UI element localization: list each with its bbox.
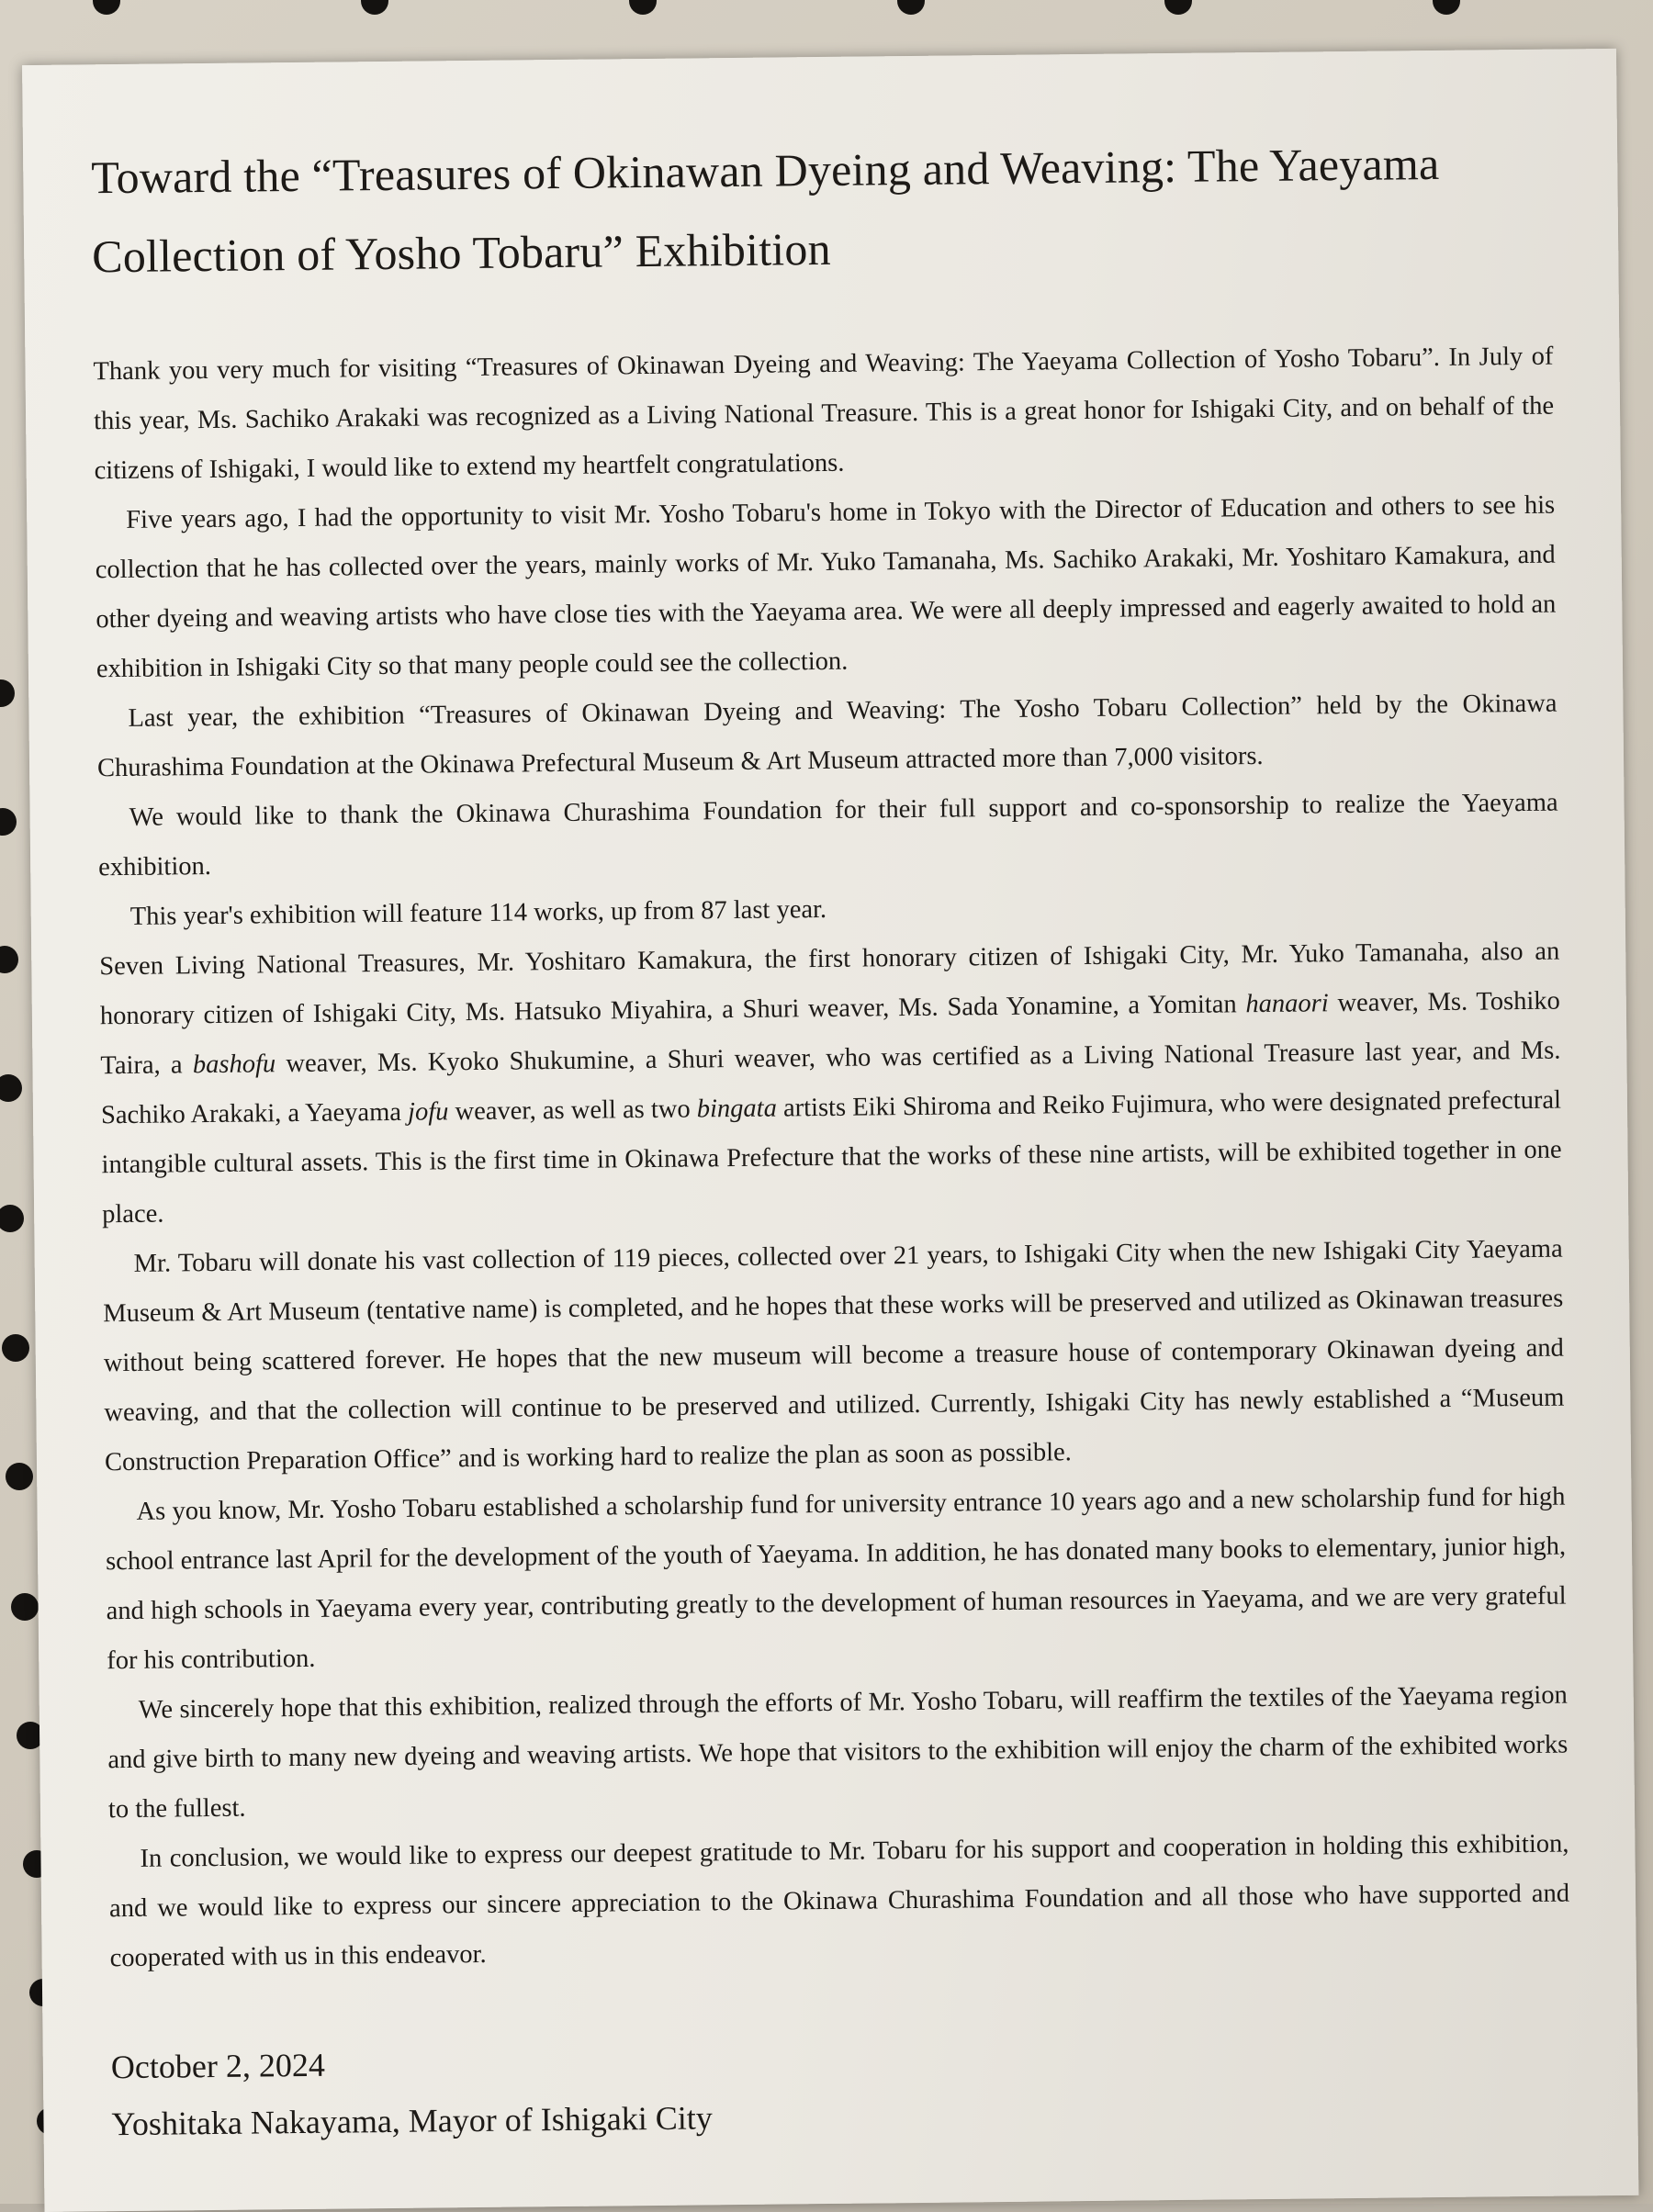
term-hanaori: hanaori (1245, 989, 1329, 1019)
peg-hole (93, 0, 120, 15)
title-line-2: Collection of Yosho Tobaru” Exhibition (91, 222, 832, 283)
paragraph-8: As you know, Mr. Yosho Tobaru established a scholarship fund for university entrance 10 years ago and a new scholarship fund for high school entrance last April for the development of the youth of Yaeyama. In addition, he has donated many books to elementary, junior high, and high schools in Yaeyama every year, contributing greatly to the development of human resources in Yaeyama, and we are very grateful for his contribution. (105, 1482, 1567, 1676)
sign-off (111, 2024, 1572, 2153)
peg-hole (897, 0, 925, 15)
peg-hole (361, 0, 388, 15)
peg-hole (0, 679, 15, 707)
paragraph-6-part-b: weaver, Ms. Toshiko Taira, a (100, 986, 1560, 1081)
title-line-1: Toward the “Treasures of Okinawan Dyeing and Weaving: The Yaeyama (91, 137, 1440, 204)
peg-hole (1164, 0, 1192, 15)
paragraph-1: Thank you very much for visiting “Treasures of Okinawan Dyeing and Weaving: The Yaeyama Collection of Yosho Tobaru”. In July of this year, Ms. Sachiko Arakaki was recognized as a Living National Treasure. This is a great honor for Ishigaki City, and on behalf of the citizens of Ishigaki, I would like to extend my heartfelt congratulations. (93, 342, 1555, 486)
peg-hole (629, 0, 657, 15)
peg-hole (1433, 0, 1460, 15)
paragraph-10: In conclusion, we would like to express our deepest gratitude to Mr. Tobaru for his support and cooperation in holding this exhibition, and we would like to express our sincere appreciation to the Okinawa Churashima Foundation and all those who have supported and cooperated with us in this endeavor. (108, 1829, 1570, 1973)
paragraph-6-part-a: Seven Living National Treasures, Mr. Yoshitaro Kamakura, the first honorary citizen of Ishigaki City, Mr. Yuko Tamanaha, also an honorary citizen of Ishigaki City, Ms. Hatsuko Miyahira, a Shuri weaver, Ms. Sada Yonamine, a Yomitan (99, 937, 1560, 1031)
exhibition-sign (22, 49, 1638, 2212)
peg-hole (0, 808, 17, 836)
paragraph-2: Five years ago, I had the opportunity to visit Mr. Yosho Tobaru's home in Tokyo with the Director of Education and others to see his collection that he has collected over the years, mainly works of Mr. Yuko Tamanaha, Ms. Sachiko Arakaki, Mr. Yoshitaro Kamakura, and other dyeing and weaving artists who have close ties with the Yaeyama area. We were all deeply impressed and eagerly awaited to hold an exhibition in Ishigaki City so that many people could see the collection. (95, 490, 1557, 684)
term-bingata: bingata (696, 1094, 778, 1124)
paragraph-6 (99, 927, 1562, 1241)
page-title (91, 123, 1553, 297)
signoff-signatory: Yoshitaka Nakayama, Mayor of Ishigaki City (111, 2099, 713, 2143)
peg-hole (0, 1074, 22, 1102)
message-body (93, 332, 1570, 1984)
signoff-date: October 2, 2024 (110, 2046, 326, 2086)
paragraph-9: We sincerely hope that this exhibition, realized through the efforts of Mr. Yosho Tobaru, will reaffirm the textiles of the Yaeyama region and give birth to many new dyeing and weaving artists. We hope that visitors to the exhibition will enjoy the charm of the exhibited works to the fullest. (107, 1680, 1569, 1825)
term-jofu: jofu (407, 1097, 449, 1127)
paragraph-4: We would like to thank the Okinawa Churashima Foundation for their full support and co-sponsorship to realize the Yaeyama exhibition. (98, 788, 1558, 882)
peg-hole (0, 946, 18, 973)
paragraph-7: Mr. Tobaru will donate his vast collection of 119 pieces, collected over 21 years, to Ishigaki City when the new Ishigaki City Yaeyama Museum & Art Museum (tentative name) is completed, and he hopes that these works will be preserved and utilized as Okinawan treasures without being scattered forever. He hopes that the new museum will become a treasure house of contemporary Okinawan dyeing and weaving, and that the collection will continue to be preserved and utilized. Currently, Ishigaki City has newly established a “Museum Construction Preparation Office” and is working hard to realize the plan as soon as possible. (103, 1234, 1565, 1477)
paragraph-5: This year's exhibition will feature 114 works, up from 87 last year. (129, 894, 827, 931)
peg-hole (11, 1593, 39, 1621)
paragraph-6-part-e: artists Eiki Shiroma and Reiko Fujimura, who were designated prefectural intangible cultural assets. This is the first time in Okinawa Prefecture that the works of these nine artists, will be exhibited together in one place. (101, 1085, 1562, 1230)
paragraph-3: Last year, the exhibition “Treasures of Okinawan Dyeing and Weaving: The Yosho Tobaru Collection” held by the Okinawa Churashima Foundation at the Okinawa Prefectural Museum & Art Museum attracted more than 7,000 visitors. (96, 689, 1557, 783)
paragraph-6-part-d: weaver, as well as two (448, 1095, 697, 1127)
peg-hole (6, 1463, 33, 1490)
peg-hole (2, 1334, 29, 1362)
paragraph-6-part-c: weaver, Ms. Kyoko Shukumine, a Shuri weaver, who was certified as a Living National Treasure last year, and Ms. Sachiko Arakaki, a Yaeyama (100, 1036, 1561, 1130)
term-bashofu: bashofu (192, 1050, 276, 1080)
peg-hole (0, 1205, 24, 1232)
